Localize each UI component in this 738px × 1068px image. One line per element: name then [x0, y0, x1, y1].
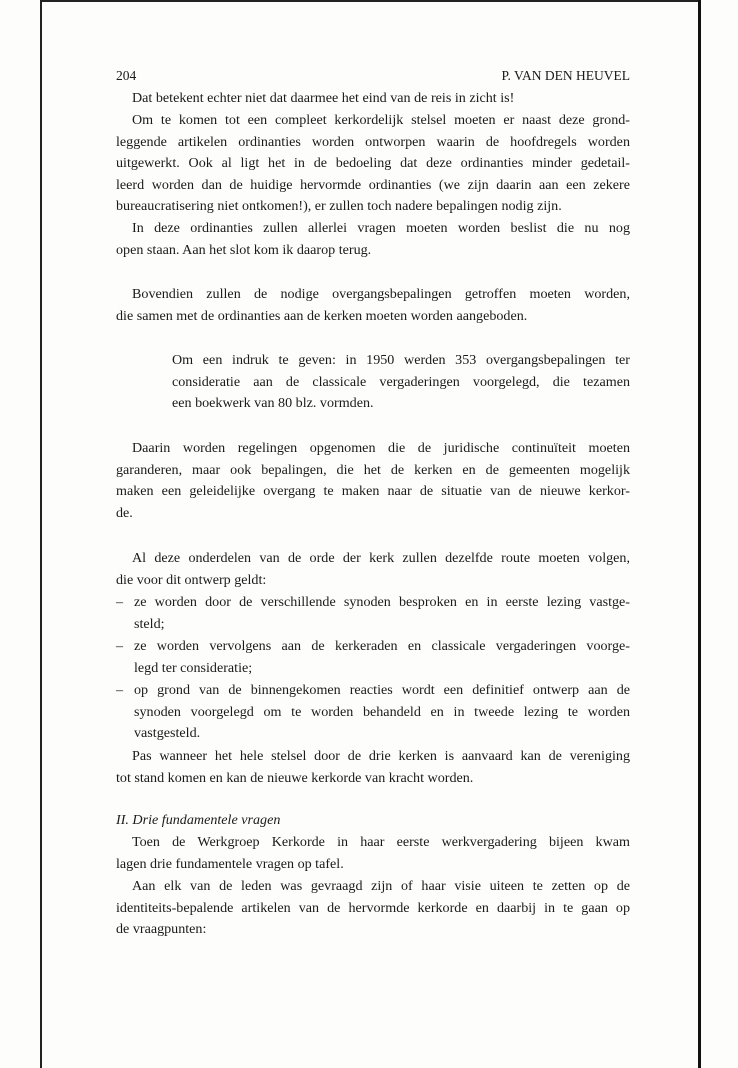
text-line: een boekwerk van 80 blz. vormden.: [172, 395, 374, 412]
text-line: de vraagpunten:: [116, 921, 207, 938]
list-item: [116, 592, 630, 635]
paragraph-2: [116, 110, 630, 218]
text-line: die voor dit ontwerp geldt:: [116, 571, 267, 588]
paragraph-1: [116, 88, 630, 110]
text-line: leggende artikelen ordinanties worden ontworpen waarin de hoofdregels worden: [116, 133, 630, 150]
list-item: [116, 680, 630, 745]
running-header: [116, 68, 630, 84]
page-edge-left: [40, 0, 42, 1068]
text-line: Dat betekent echter niet dat daarmee het eind van de reis in zicht is!: [132, 90, 515, 106]
text-line: steld;: [134, 615, 165, 632]
text-line: open staan. Aan het slot kom ik daarop terug.: [116, 241, 372, 258]
section-heading: [116, 810, 630, 832]
text-line: leerd worden dan de huidige hervormde ordinanties (we zijn daarin aan een zekere: [116, 176, 630, 193]
text-line: die samen met de ordinanties aan de kerken moeten worden aangeboden.: [116, 307, 528, 324]
text-line: op grond van de binnengekomen reacties wordt een definitief ontwerp aan de: [134, 682, 630, 698]
paragraph-4: [116, 284, 630, 327]
paragraph-6: [116, 548, 630, 591]
text-line: ze worden vervolgens aan de kerkeraden en classicale vergaderingen voorge-: [134, 638, 630, 654]
text-line: ze worden door de verschillende synoden besproken en in eerste lezing vastge-: [134, 594, 630, 610]
text-line: tot stand komen en kan de nieuwe kerkorde van kracht worden.: [116, 769, 474, 786]
text-line: Pas wanneer het hele stelsel door de drie kerken is aanvaard kan de vereniging: [132, 748, 630, 764]
paragraph-8: [116, 832, 630, 875]
text-line: maken een geleidelijke overgang te maken naar de situatie van de nieuwe kerkor-: [116, 483, 630, 500]
list-item: [116, 636, 630, 679]
running-head: P. VAN DEN HEUVEL: [501, 68, 630, 83]
text-line: Bovendien zullen de nodige overgangsbepalingen getroffen moeten worden,: [132, 286, 630, 302]
text-line: de.: [116, 504, 133, 521]
page-number: 204: [116, 68, 137, 83]
paragraph-3: [116, 218, 630, 261]
page-edge-right: [698, 0, 701, 1068]
paragraph-5: [116, 438, 630, 524]
text-line: In deze ordinanties zullen allerlei vragen moeten worden beslist die nu nog: [132, 220, 630, 236]
text-line: Al deze onderdelen van de orde der kerk zullen dezelfde route moeten volgen,: [132, 550, 630, 566]
paragraph-7: [116, 746, 630, 789]
text-line: Aan elk van de leden was gevraagd zijn of haar visie uiteen te zetten op de: [132, 878, 630, 894]
paragraph-9: [116, 876, 630, 941]
dash-marker: –: [116, 682, 124, 698]
text-line: uitgewerkt. Ook al ligt het in de bedoeling dat deze ordinanties minder gedetail-: [116, 155, 630, 172]
text-line: Om een indruk te geven: in 1950 werden 353 overgangsbepalingen ter: [172, 352, 630, 368]
text-line: bureaucratisering niet ontkomen!), er zullen toch nadere bepalingen nodig zijn.: [116, 198, 562, 215]
text-line: legd ter consideratie;: [134, 659, 253, 676]
text-line: Daarin worden regelingen opgenomen die de juridische continuïteit moeten: [132, 440, 630, 456]
dash-marker: –: [116, 594, 124, 610]
text-line: identiteits-bepalende artikelen van de hervormde kerkorde en daarbij in te gaan op: [116, 899, 630, 916]
page-edge-top: [40, 0, 700, 2]
text-line: Toen de Werkgroep Kerkorde in haar eerste werkvergadering bijeen kwam: [132, 834, 630, 850]
section-heading-text: II. Drie fundamentele vragen: [116, 812, 281, 828]
text-line: vastgesteld.: [134, 725, 201, 742]
text-line: lagen drie fundamentele vragen op tafel.: [116, 855, 344, 872]
text-line: synoden voorgelegd om te worden behandeld en in tweede lezing te worden: [134, 703, 630, 720]
block-quote: [172, 350, 630, 415]
text-line: garanderen, maar ook bepalingen, die het de kerken en de gemeenten mogelijk: [116, 461, 630, 478]
text-line: consideratie aan de classicale vergaderingen voorgelegd, die tezamen: [172, 373, 630, 390]
dash-marker: –: [116, 638, 124, 654]
text-line: Om te komen tot een compleet kerkordelijk stelsel moeten er naast deze grond-: [132, 112, 630, 128]
